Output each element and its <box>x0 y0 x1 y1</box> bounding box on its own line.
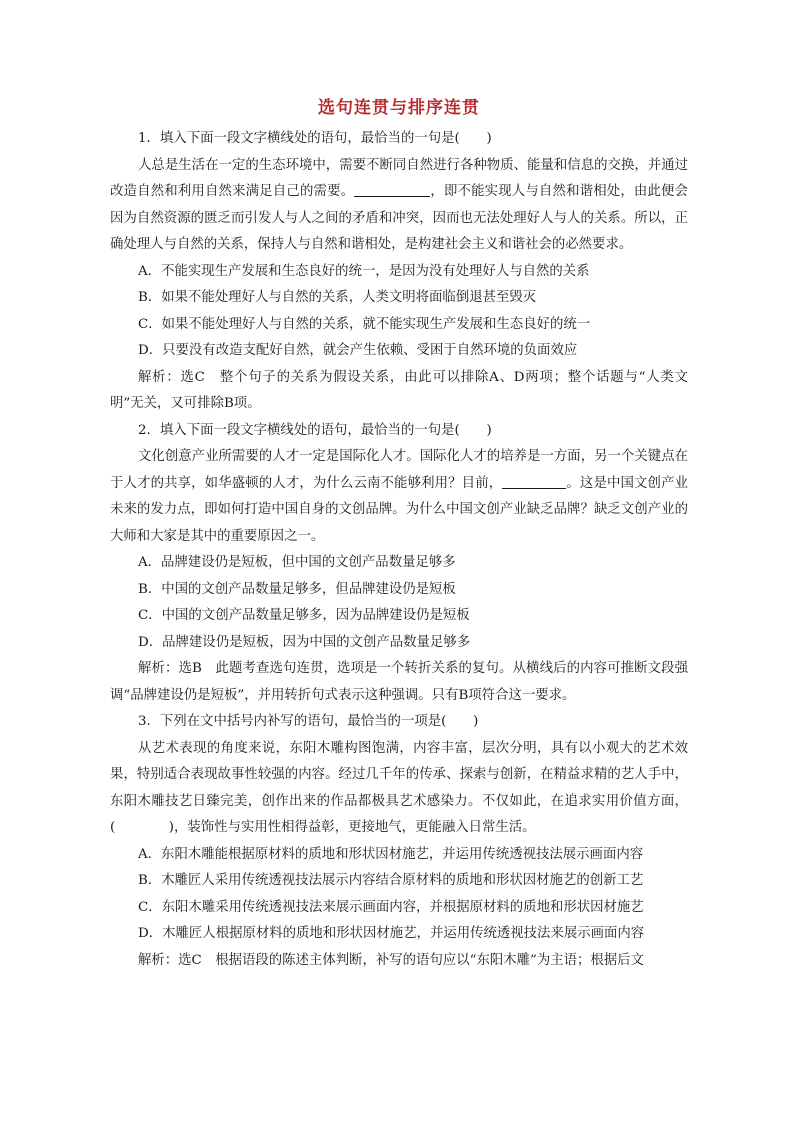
question-stem: 2．填入下面一段文字横线处的语句，最恰当的一句是( ) <box>138 422 492 438</box>
question-1 <box>110 126 688 418</box>
document-title: 选句连贯与排序连贯 <box>318 98 480 118</box>
option-d: D．木雕匠人根据原材料的质地和形状因材施艺，并运用传统透视技法来展示画面内容 <box>138 926 645 941</box>
option-d: D．品牌建设仍是短板，因为中国的文创产品数量足够多 <box>138 634 471 650</box>
answer-blank <box>502 474 566 489</box>
option-b: B．如果不能处理好人与自然的关系，人类文明将面临倒退甚至毁灭 <box>138 290 537 305</box>
option-a: A．品牌建设仍是短板，但中国的文创产品数量足够多 <box>138 555 456 570</box>
answer-analysis: 解析：选C 整个句子的关系为假设关系，由此可以排除A、D两项；整个话题与“人类文明”无关，又可排除B项。 <box>110 369 688 411</box>
question-2 <box>110 418 688 710</box>
question-3 <box>110 709 688 974</box>
option-c: C．东阳木雕采用传统透视技法来展示画面内容，并根据原材料的质地和形状因材施艺 <box>138 899 644 915</box>
question-passage <box>110 444 688 550</box>
option-b: B．木雕匠人采用传统透视技法展示内容结合原材料的质地和形状因材施艺的创新工艺 <box>138 873 644 888</box>
passage-text-after: 。这是中国文创产业未来的发力点，即如何打造中国自身的文创品牌。为什么中国文创产业缺乏品牌？缺乏文创产业的大师和大家是其中的重要原因之一。 <box>110 475 689 544</box>
question-stem: 3．下列在文中括号内补写的语句，最恰当的一项是( ) <box>138 714 479 729</box>
option-a: A．东阳木雕能根据原材料的质地和形状因材施艺，并运用传统透视技法展示画面内容 <box>138 846 644 862</box>
question-passage <box>110 153 688 259</box>
option-b: B．中国的文创产品数量足够多，但品牌建设仍是短板 <box>138 581 456 597</box>
answer-blank <box>354 182 430 197</box>
passage-text-before: 人总是生活在一定的生态环境中，需要不断同自然进行各种物质、能量和信息的交换，并通过改造自然和利用自然来满足自己的需要。 <box>110 157 688 199</box>
question-passage: 从艺术表现的角度来说，东阳木雕构图饱满，内容丰富，层次分明，具有以小观大的艺术效果，特别适合表现故事性较强的内容。经过几千年的传承、探索与创新，在精益求精的艺人手中，东阳木雕技艺日臻完美，创作出来的作品都极具艺术感染力。不仅如此，在追求实用价值方面，( )，装饰性与实用性相得益彰，更接地气，更能融入日常生活。 <box>110 740 688 835</box>
document-page <box>110 96 688 974</box>
question-stem: 1．填入下面一段文字横线处的语句，最恰当的一句是( ) <box>138 131 492 146</box>
option-c: C．中国的文创产品数量足够多，因为品牌建设仍是短板 <box>138 608 470 623</box>
option-d: D．只要没有改造支配好自然，就会产生依赖、受困于自然环境的负面效应 <box>138 343 578 358</box>
passage-text-after: ，即不能实现人与自然和谐相处，由此便会因为自然资源的匮乏而引发人与人之间的矛盾和冲突，因而也无法处理好人与人的关系。所以，正确处理人与自然的关系，保持人与自然和谐相处，是构建社会主义和谐社会的必然要求。 <box>110 184 689 252</box>
passage-text-before: 文化创意产业所需要的人才一定是国际化人才。国际化人才的培养是一方面，另一个关键点在于人才的共享，如华盛顿的人才，为什么云南不能够利用？目前， <box>110 449 688 491</box>
option-a: A．不能实现生产发展和生态良好的统一，是因为没有处理好人与自然的关系 <box>138 263 590 279</box>
option-c: C．如果不能处理好人与自然的关系，就不能实现生产发展和生态良好的统一 <box>138 316 591 332</box>
answer-analysis: 解析：选C 根据语段的陈述主体判断，补写的语句应以“东阳木雕”为主语；根据后文 <box>138 952 644 968</box>
answer-analysis: 解析：选B 此题考查选句连贯，选项是一个转折关系的复句。从横线后的内容可推断文段强调“品牌建设仍是短板”，并用转折句式表示这种强调。只有B项符合这一要求。 <box>110 661 688 703</box>
